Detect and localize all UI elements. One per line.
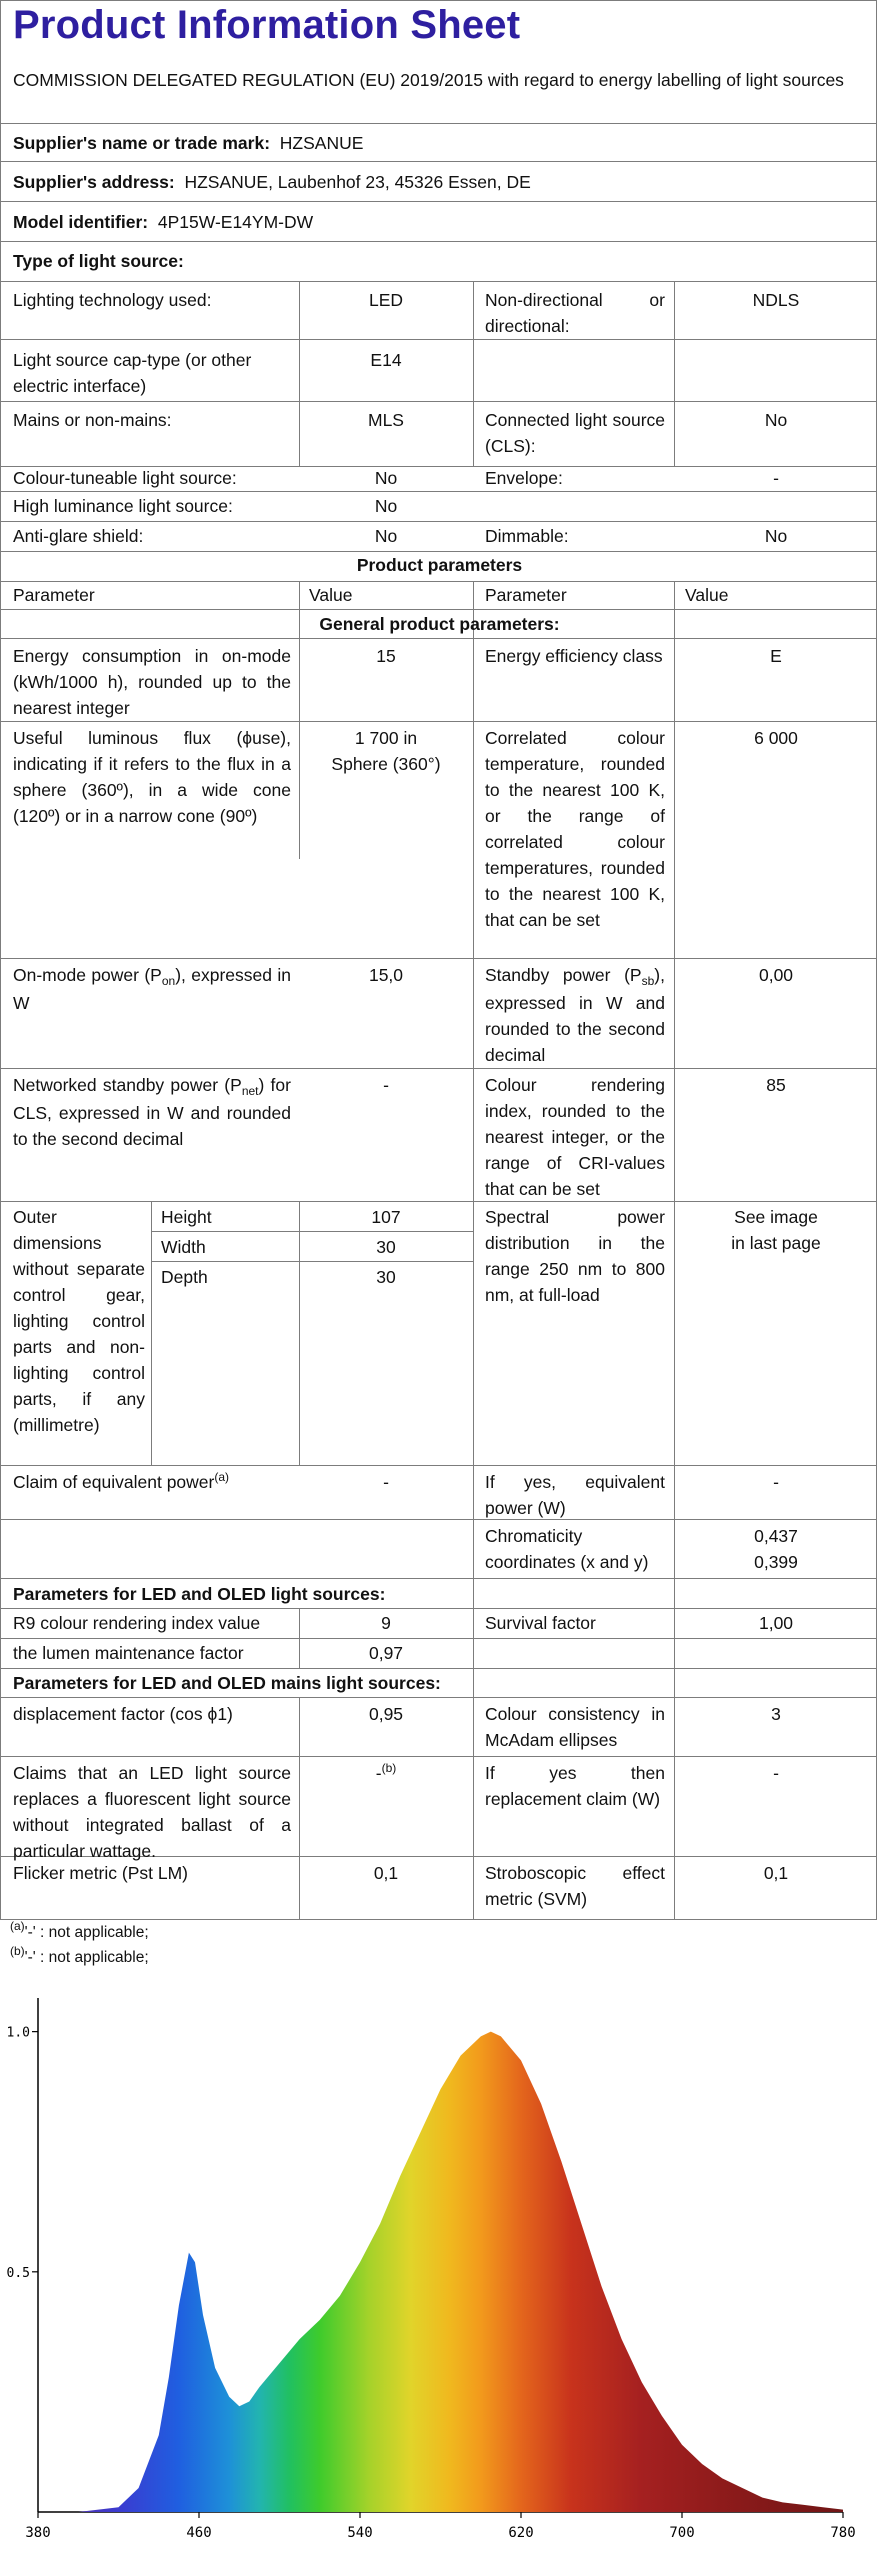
depth-value: 30: [376, 1267, 396, 1287]
rule: [1, 1638, 877, 1639]
netstandby-label-text: Networked standby power (P: [13, 1075, 242, 1095]
flicker-value: 0,1: [373, 1863, 399, 1883]
consistency-value: 3: [771, 1704, 781, 1724]
energy-value: 15: [376, 646, 396, 666]
rule: [1, 401, 877, 402]
r9-label: R9 colour rendering index value: [13, 1613, 261, 1633]
footnote-mark-b: (b): [381, 1761, 397, 1775]
x-tick-label: 380: [25, 2525, 51, 2541]
cap-label: Light source cap-type (or other electric interface): [13, 350, 252, 396]
rule: [1, 161, 877, 162]
rule: [1, 958, 877, 959]
netstandby-value: -: [383, 1075, 389, 1095]
column-rule: [473, 581, 474, 1919]
cls-label: Connected light source (CLS):: [485, 410, 665, 456]
cri-value: 85: [766, 1075, 786, 1095]
chroma-y: 0,399: [754, 1552, 798, 1572]
claims-value-text: -: [375, 1763, 382, 1783]
rule: [1, 1668, 877, 1669]
rule: [1, 1465, 877, 1466]
col-parameter: Parameter: [13, 585, 95, 605]
footnote-b-text: '-' : not applicable;: [24, 1949, 149, 1966]
flicker-label: Flicker metric (Pst LM): [13, 1863, 188, 1883]
rule: [1, 1201, 877, 1202]
tech-label: Lighting technology used:: [13, 290, 212, 310]
col-parameter: Parameter: [485, 585, 567, 605]
spectrum-chart: [0, 1990, 877, 2560]
y-tick-label: 0.5: [6, 2265, 30, 2281]
rule: [1, 1068, 877, 1069]
standby-label-text: ), expressed in W and rounded to the second decimal: [485, 965, 665, 1065]
mains-value: MLS: [368, 410, 404, 430]
supplier-name-row: [13, 130, 363, 156]
spectrum-area: [38, 2032, 843, 2512]
width-value: 30: [376, 1237, 396, 1257]
cap-value: E14: [370, 350, 402, 370]
equiv-yes-value: -: [773, 1472, 779, 1492]
product-params-heading: Product parameters: [356, 555, 523, 575]
cri-label: Colour rendering index, rounded to the nearest integer, or the range of CRI-values that can be set: [485, 1075, 665, 1199]
antiglare-value: No: [374, 526, 398, 546]
col-value: Value: [685, 585, 729, 605]
claims-value: [299, 1760, 473, 1788]
footnote-a-text: '-' : not applicable;: [24, 1924, 149, 1941]
footnote-b: [10, 1944, 149, 1969]
width-label: Width: [161, 1237, 206, 1257]
spd-value-line1: See image: [734, 1207, 818, 1227]
col-value: Value: [309, 585, 353, 605]
rule: [1, 491, 877, 492]
type-heading: Type of light source:: [13, 251, 184, 271]
envelope-value: -: [773, 468, 779, 488]
eec-value: E: [770, 646, 782, 666]
supplier-address-value: HZSANUE, Laubenhof 23, 45326 Essen, DE: [184, 172, 531, 192]
x-tick-label: 460: [186, 2525, 212, 2541]
spd-value-line2: in last page: [731, 1233, 821, 1253]
supplier-name-value: HZSANUE: [279, 133, 364, 153]
netstandby-label-text: ) for CLS, expressed in W and rounded to the second decimal: [13, 1075, 291, 1149]
chroma-value: [674, 1523, 877, 1575]
lumen-label: the lumen maintenance factor: [13, 1643, 244, 1663]
rule: [1, 1519, 877, 1520]
standby-value: 0,00: [758, 965, 794, 985]
strobo-label: Stroboscopic effect metric (SVM): [485, 1863, 665, 1909]
dimmable-value: No: [764, 526, 788, 546]
page-title: Product Information Sheet: [13, 3, 521, 47]
rule: [1, 241, 877, 242]
x-tick-label: 700: [669, 2525, 695, 2541]
spectrum-chart-svg: [0, 1990, 877, 2560]
rule: [1, 721, 877, 722]
column-rule: [151, 1201, 152, 1465]
spd-value: [674, 1204, 877, 1256]
mains-label: Mains or non-mains:: [13, 410, 172, 430]
flux-label: Useful luminous flux (ϕuse), indicating if it refers to the flux in a sphere (360º), in a wide cone (120º) or in a narrow cone (90º): [13, 728, 291, 826]
standby-label-sub: sb: [641, 974, 655, 988]
rule: [1, 521, 877, 522]
rule: [1, 1697, 877, 1698]
rule: [1, 1919, 877, 1920]
lumen-value: 0,97: [368, 1643, 404, 1663]
rule: [151, 1231, 473, 1232]
equiv-value: -: [383, 1472, 389, 1492]
standby-label-text: Standby power (P: [485, 965, 642, 985]
strobo-value: 0,1: [763, 1863, 789, 1883]
rule: [1, 1608, 877, 1609]
claims-label: Claims that an LED light source replaces a fluorescent light source without integrated ballast of a particular wattage.: [13, 1763, 291, 1861]
rule: [1, 201, 877, 202]
onmode-label-sub: on: [161, 974, 176, 988]
directional-value: NDLS: [752, 290, 800, 310]
equiv-label: [13, 1469, 291, 1497]
equiv-yes-label: If yes, equivalent power (W): [485, 1472, 665, 1518]
equiv-label-text: Claim of equivalent power: [13, 1472, 215, 1492]
onmode-label-text: ), expressed in W: [13, 965, 291, 1013]
column-rule: [473, 281, 474, 466]
depth-label: Depth: [161, 1267, 208, 1287]
footnote-a-mark: (a): [10, 1919, 25, 1933]
x-tick-label: 620: [508, 2525, 534, 2541]
disp-value: 0,95: [368, 1704, 404, 1724]
replace-value: -: [773, 1763, 779, 1783]
onmode-label-text: On-mode power (P: [13, 965, 162, 985]
rule: [1, 1756, 877, 1757]
footnote-a: [10, 1919, 149, 1944]
height-label: Height: [161, 1207, 212, 1227]
energy-label: Energy consumption in on-mode (kWh/1000 h), rounded up to the nearest integer: [13, 646, 291, 718]
supplier-address-row: [13, 169, 531, 195]
supplier-name-label: Supplier's name or trade mark:: [13, 133, 271, 153]
tuneable-label: Colour-tuneable light source:: [13, 468, 237, 488]
supplier-address-label: Supplier's address:: [13, 172, 175, 192]
outer-dimensions-label: Outer dimensions without separate control gear, lighting control parts and non-lighting control parts, if any (millimetre): [13, 1207, 145, 1435]
antiglare-label: Anti-glare shield:: [13, 526, 144, 546]
rule: [1, 638, 877, 639]
spd-label: Spectral power distribution in the range 250 nm to 800 nm, at full-load: [485, 1207, 665, 1305]
model-row: [13, 209, 313, 235]
led-params-heading: Parameters for LED and OLED light sources:: [13, 1584, 386, 1604]
rule: [1, 1578, 877, 1579]
r9-value: 9: [381, 1613, 391, 1633]
tech-value: LED: [368, 290, 404, 310]
cct-value: 6 000: [754, 728, 798, 748]
dimmable-label: Dimmable:: [485, 526, 569, 546]
onmode-value: 15,0: [368, 965, 404, 985]
regulation-text: COMMISSION DELEGATED REGULATION (EU) 2019/2015 with regard to energy labelling of light sources: [13, 70, 844, 90]
y-tick-label: 1.0: [6, 2025, 30, 2041]
x-tick-label: 540: [347, 2525, 373, 2541]
cls-value: No: [764, 410, 788, 430]
rule: [1, 339, 877, 340]
rule: [1, 123, 877, 124]
highlum-value: No: [374, 496, 398, 516]
replace-label: If yes then replacement claim (W): [485, 1763, 665, 1809]
footnote-b-mark: (b): [10, 1944, 25, 1958]
eec-label: Energy efficiency class: [485, 646, 663, 666]
rule: [1, 581, 877, 582]
x-tick-label: 780: [830, 2525, 856, 2541]
height-value: 107: [371, 1207, 401, 1227]
survival-label: Survival factor: [485, 1613, 596, 1633]
directional-label: Non-directional or directional:: [485, 290, 665, 336]
onmode-label: [13, 962, 291, 1016]
netstandby-label: [13, 1072, 291, 1152]
highlum-label: High luminance light source:: [13, 496, 233, 516]
rule: [151, 1261, 473, 1262]
survival-value: 1,00: [758, 1613, 794, 1633]
rule: [1, 609, 877, 610]
disp-label: displacement factor (cos ϕ1): [13, 1704, 233, 1724]
standby-label: [485, 962, 665, 1068]
flux-value: [299, 725, 473, 777]
consistency-label: Colour consistency in McAdam ellipses: [485, 1704, 665, 1750]
chroma-label: Chromaticity coordinates (x and y): [485, 1526, 649, 1572]
tuneable-value: No: [374, 468, 398, 488]
rule: [1, 281, 877, 282]
envelope-label: Envelope:: [485, 468, 563, 488]
cct-label: Correlated colour temperature, rounded to the nearest 100 K, or the range of correlated colour temperatures, rounded to the nearest 100 K, that can be set: [485, 728, 665, 930]
flux-value-line1: 1 700 in: [354, 728, 418, 748]
led-mains-heading: Parameters for LED and OLED mains light sources:: [13, 1673, 441, 1693]
netstandby-label-sub: net: [241, 1084, 259, 1098]
chroma-x: 0,437: [754, 1526, 798, 1546]
model-value: 4P15W-E14YM-DW: [157, 212, 314, 232]
footnote-mark-a: (a): [214, 1470, 230, 1484]
general-params-heading: General product parameters:: [319, 614, 560, 634]
flux-value-line2: Sphere (360°): [331, 754, 441, 774]
model-label: Model identifier:: [13, 212, 149, 232]
